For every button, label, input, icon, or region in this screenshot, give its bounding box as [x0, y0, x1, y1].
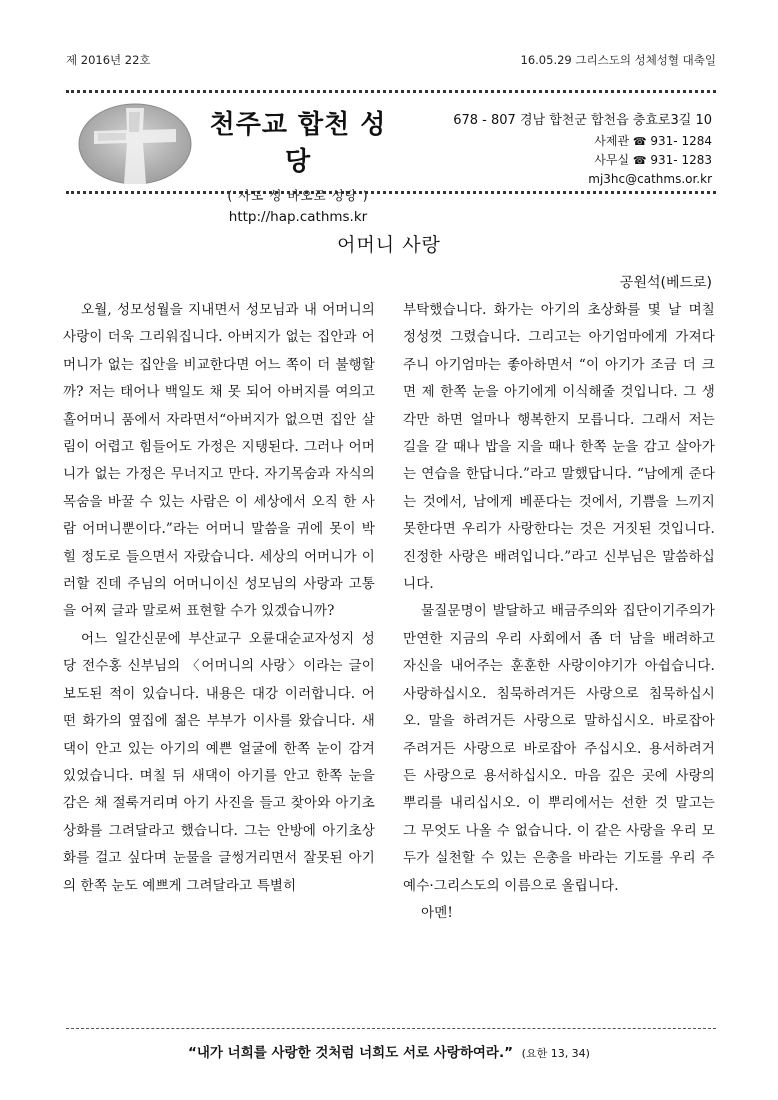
paragraph: 부탁했습니다. 화가는 아기의 초상화를 몇 날 며칠 정성껏 그렸습니다. 그리고는 아기엄마에게 가져다주니 아기엄마는 좋아하면서 “이 아기가 조금 더 크면 제 한쪽 눈을 아기에게 이식해줄 것입니다. 그 생각만 하면 얼마나 행복한지 모릅니다. 그래서 저는 길을 갈 때나 밥을 지을 때나 한쪽 눈을 감고 살아가는 연습을 한답니다.”라고 말했답니다. “남에게 준다는 것에서, 남에게 베푼다는 것에서, 기쁨을 느끼지 못한다면 우리가 사랑한다는 것은 거짓된 것입니다. 진정한 사랑은 배려입니다.”라고 신부님은 말씀하십니다. [403, 302, 715, 593]
date-feast: 16.05.29 그리스도의 성체성혈 대축일 [520, 53, 716, 67]
church-logo [76, 100, 194, 184]
dotted-divider-bottom [66, 191, 716, 194]
phone-icon: ☎ [632, 154, 647, 167]
phone-icon: ☎ [632, 135, 647, 148]
address: 678 - 807 경남 합천군 합천읍 충효로3길 10 [453, 113, 712, 128]
article-column-right [403, 297, 715, 927]
masthead [198, 104, 398, 225]
bible-quote: “내가 너희를 사랑한 것처럼 너희도 서로 사랑하여라.” [188, 1045, 513, 1061]
footer-divider [66, 1028, 716, 1029]
website-link[interactable]: http://hap.cathms.kr [228, 209, 368, 225]
church-subtitle: ( 사도 성 바오로 성당 ) [227, 188, 369, 203]
paragraph: 어느 일간신문에 부산교구 오륜대순교자성지 성당 전수홍 신부님의 〈어머니의 사랑〉이라는 글이 보도된 적이 있습니다. 내용은 대강 이러합니다. 어떤 화가의 옆집에 젊은 부부가 이사를 왔습니다. 새댁이 안고 있는 아기의 예쁜 얼굴에 한쪽 눈이 감겨 있었습니다. 며칠 뒤 새댁이 아기를 안고 한쪽 눈을 감은 채 절룩거리며 아기 사진을 들고 찾아와 아기초상화를 그려달라고 했습니다. 그는 안방에 아기초상화를 걸고 싶다며 눈물을 글썽거리면서 잘못된 아기의 한쪽 눈도 예쁘게 그려달라고 특별히 [63, 630, 375, 894]
office-line [422, 151, 712, 170]
footer-quote [0, 1041, 778, 1061]
paragraph: 물질문명이 발달하고 배금주의와 집단이기주의가 만연한 지금의 우리 사회에서 좀 더 남을 배려하고 자신을 내어주는 훈훈한 사랑이야기가 아쉽습니다. 사랑하십시오. 침묵하려거든 사랑으로 침묵하십시오. 말을 하려거든 사랑으로 말하십시오. 바로잡아 주려거든 사랑으로 바로잡아 주십시오. 용서하려거든 사랑으로 용서하십시오. 마음 깊은 곳에 사랑의 뿌리를 내리십시오. 이 뿌리에서는 선한 것 말고는 그 무엇도 나올 수 없습니다. 이 같은 사랑을 우리 모두가 실천할 수 있는 은총을 바라는 기도를 우리 주 예수·그리스도의 이름으로 올립니다. [403, 603, 715, 894]
bible-reference: (요한 13, 34) [521, 1047, 590, 1060]
office-phone: 931- 1283 [650, 153, 712, 167]
top-header [66, 52, 716, 68]
issue-number: 제 2016년 22호 [66, 53, 151, 67]
cross-emblem-icon [76, 100, 194, 184]
rectory-label: 사제관 [594, 134, 630, 148]
article-column-left [63, 297, 375, 900]
article-author: 공원석(베드로) [619, 275, 712, 291]
church-name: 천주교 합천 성당 [209, 110, 387, 177]
office-label: 사무실 [594, 153, 630, 167]
email[interactable]: mj3hc@cathms.or.kr [588, 172, 712, 186]
paragraph-amen: 아멘! [421, 904, 453, 921]
rectory-phone: 931- 1284 [650, 134, 712, 148]
rectory-line [422, 132, 712, 151]
dotted-divider-top [66, 90, 716, 93]
paragraph: 오월, 성모성월을 지내면서 성모님과 내 어머니의 사랑이 더욱 그리워집니다. 아버지가 없는 집안과 어머니가 없는 집안을 비교한다면 어느 쪽이 더 불행할까? 저는 태어나 백일도 채 못 되어 아버지를 여의고 홀어머니 품에서 자라면서“아버지가 없으면 집안 살림이 어렵고 힘들어도 가정은 지탱된다. 그러나 어머니가 없는 가정은 무너지고 만다. 자기목숨과 자식의 목숨을 바꿀 수 있는 사람은 이 세상에서 오직 한 사람 어머니뿐이다.”라는 어머니 말씀을 귀에 못이 박힐 정도로 들으면서 자랐습니다. 세상의 어머니가 이러할 진데 주님의 어머니이신 성모님의 사랑과 고통을 어찌 글과 말로써 표현할 수가 있겠습니까? [63, 302, 375, 620]
article-title: 어머니 사랑 [337, 234, 441, 256]
contact-info [422, 112, 712, 188]
